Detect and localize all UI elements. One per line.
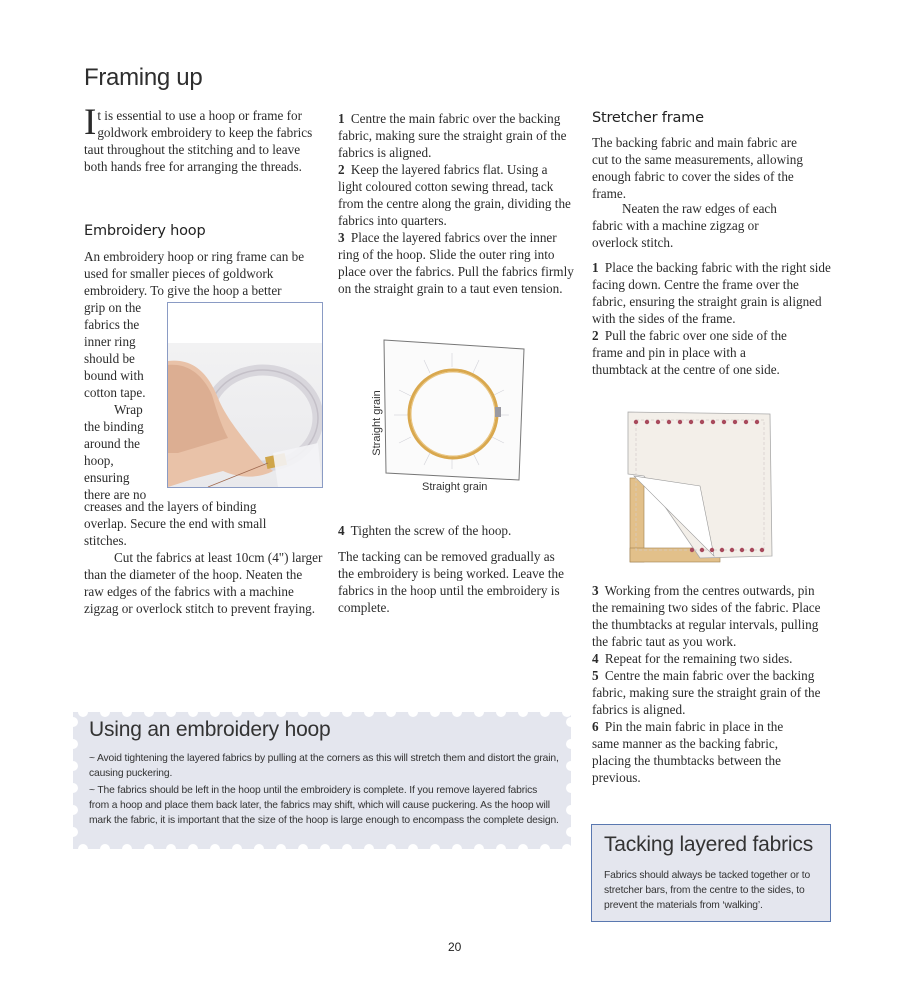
stretcher-step: 3 Working from the centres outwards, pin the remaining two sides of the fabric. Place the thumbtacks at regular intervals, pulling the fabric taut as you work. — [592, 583, 821, 649]
scallop-edge — [122, 844, 132, 854]
scallop-edge — [496, 707, 506, 717]
drop-cap: I — [84, 102, 97, 143]
wrap-line: the binding — [84, 419, 144, 434]
scallop-edge — [232, 844, 242, 854]
scallop-edge — [68, 805, 78, 815]
scallop-edge — [430, 844, 440, 854]
stretcher-step: 2 Pull the fabric over one side of the frame and pin in place with a thumbtack at the centre of one side. — [592, 328, 787, 377]
tip-text: Fabrics should always be tacked together or to stretcher bars, from the centre to the sides, to prevent the materials from ‘walking’. — [604, 870, 811, 911]
scallop-edge — [408, 707, 418, 717]
thumbtack — [755, 420, 759, 424]
tip-item: ~ Avoid tightening the layered fabrics by pulling at the corners as this will stretch them and distort the grain, causing puckering. — [89, 753, 559, 779]
tip-box-using-hoop — [73, 712, 571, 849]
scallop-edge — [298, 844, 308, 854]
hoop-step: 1 Centre the main fabric over the backing fabric, making sure the straight grain of the fabrics is aligned. — [338, 111, 567, 160]
scallop-edge — [298, 707, 308, 717]
scallop-edge — [188, 844, 198, 854]
hoop-binding-photo — [167, 302, 323, 488]
scallop-edge — [566, 827, 576, 837]
embroidery-hoop-wrap-text — [84, 299, 164, 503]
scallop-edge — [144, 707, 154, 717]
wrap-line: grip on the — [84, 300, 142, 315]
page-number: 20 — [448, 940, 462, 954]
tip-box-tacking — [591, 824, 831, 922]
scallop-edge — [276, 707, 286, 717]
tip-item: ~ The fabrics should be left in the hoop until the embroidery is complete. If you remove layered fabrics from a hoop and place them back later, the fabrics may shift, which will cause puckering. As the hoop will mark the fabric, it is important that the size of the hoop is large enough to encompass the complete design. — [89, 785, 559, 826]
stretcher-step: 4 Repeat for the remaining two sides. — [592, 651, 793, 666]
hoop-diagram — [364, 335, 544, 500]
thumbtack — [700, 548, 704, 552]
stretcher-frame-illustration — [622, 408, 777, 568]
scallop-edge — [474, 844, 484, 854]
scallop-edge — [210, 707, 220, 717]
heading-embroidery-hoop: Embroidery hoop — [84, 223, 206, 239]
wrap-line: cotton tape. — [84, 385, 146, 400]
wrap-line: around the — [84, 436, 141, 451]
hoop-after-text: The tacking can be removed gradually as the embroidery is being worked. Leave the fabrics in the hoop until the embroidery is complete. — [338, 549, 564, 615]
stretcher-steps-b — [592, 582, 824, 786]
scallop-edge — [540, 844, 550, 854]
diagram-label-vertical: Straight grain — [371, 390, 383, 456]
thumbtack — [645, 420, 649, 424]
thumbtack — [740, 548, 744, 552]
wrap-line: hoop, — [84, 453, 114, 468]
thumbtack — [690, 548, 694, 552]
scallop-edge — [78, 707, 88, 717]
wrap-line: Wrap — [114, 402, 143, 417]
thumbtack — [722, 420, 726, 424]
scallop-edge — [254, 707, 264, 717]
wrap-line: ensuring — [84, 470, 130, 485]
scallop-edge — [474, 707, 484, 717]
embroidery-hoop-para2: Cut the fabrics at least 10cm (4") larger than the diameter of the hoop. Neaten the raw edges of the fabrics with a machine zigzag or overlock stitch to prevent fraying. — [84, 550, 323, 616]
scallop-edge — [496, 844, 506, 854]
hoop-step: 2 Keep the layered fabrics flat. Using a light coloured cotton sewing thread, tack from the centre along the grain, dividing the fabrics into quarters. — [338, 162, 571, 228]
embroidery-hoop-para1-end: creases and the layers of binding overlap. Secure the end with small stitches. — [84, 499, 267, 548]
scallop-edge — [566, 717, 576, 727]
wrap-line: bound with — [84, 368, 144, 383]
scallop-edge — [78, 844, 88, 854]
thumbtack — [760, 548, 764, 552]
scallop-edge — [68, 739, 78, 749]
intro-paragraph — [84, 102, 316, 175]
stretcher-para1: The backing fabric and main fabric are cut to the same measurements, allowing enough fabric to cover the sides of the frame. — [592, 135, 803, 201]
scallop-edge — [518, 844, 528, 854]
thumbtack — [700, 420, 704, 424]
scallop-edge — [566, 783, 576, 793]
scallop-edge — [342, 707, 352, 717]
scallop-edge — [68, 761, 78, 771]
scallop-edge — [452, 707, 462, 717]
tip-title: Tacking layered fabrics — [604, 833, 813, 856]
stretcher-step: 1 Place the backing fabric with the right side facing down. Centre the frame over the fabric, ensuring the straight grain is aligned with the sides of the frame. — [592, 260, 831, 326]
scallop-edge — [68, 783, 78, 793]
scallop-edge — [166, 844, 176, 854]
scallop-edge — [320, 844, 330, 854]
scallop-edge — [232, 707, 242, 717]
scallop-edge — [364, 844, 374, 854]
scallop-edge — [144, 844, 154, 854]
scallop-edge — [562, 707, 572, 717]
tip-title: Using an embroidery hoop — [89, 718, 331, 741]
thumbtack — [711, 420, 715, 424]
scallop-edge — [540, 707, 550, 717]
intro-text: t is essential to use a hoop or frame for goldwork embroidery to keep the fabrics taut throughout the stitching and to leave both hands free for arranging the threads. — [84, 108, 313, 174]
scallop-edge — [386, 844, 396, 854]
thumbtack — [656, 420, 660, 424]
page-title: Framing up — [84, 64, 203, 91]
scallop-edge — [562, 844, 572, 854]
stretcher-para2: Neaten the raw edges of each fabric with a machine zigzag or overlock stitch. — [592, 201, 777, 250]
scallop-edge — [566, 739, 576, 749]
scallop-edge — [452, 844, 462, 854]
hoop-step-4: 4 Tighten the screw of the hoop. — [338, 523, 512, 538]
hoop-steps — [338, 110, 574, 297]
scallop-edge — [320, 707, 330, 717]
stretcher-steps-a — [592, 259, 832, 378]
wrap-line: fabrics the — [84, 317, 140, 332]
scallop-edge — [254, 844, 264, 854]
diagram-label-horizontal: Straight grain — [422, 481, 488, 493]
hoop-step: 3 Place the layered fabrics over the inner ring of the hoop. Slide the outer ring into place over the fabrics. Pull the fabrics firmly on the straight grain to a taut even tension. — [338, 230, 574, 296]
heading-stretcher-frame: Stretcher frame — [592, 110, 704, 126]
scallop-edge — [122, 707, 132, 717]
embroidery-hoop-para1: An embroidery hoop or ring frame can be used for smaller pieces of goldwork embroidery. To give the hoop a better — [84, 249, 305, 298]
thumbtack — [678, 420, 682, 424]
scallop-edge — [68, 717, 78, 727]
thumbtack — [744, 420, 748, 424]
wrap-line: inner ring — [84, 334, 136, 349]
scallop-edge — [408, 844, 418, 854]
scallop-edge — [342, 844, 352, 854]
wrap-line: there are no — [84, 487, 147, 502]
thumbtack — [667, 420, 671, 424]
thumbtack — [750, 548, 754, 552]
scallop-edge — [364, 707, 374, 717]
scallop-edge — [566, 805, 576, 815]
scallop-edge — [386, 707, 396, 717]
thumbtack — [733, 420, 737, 424]
scallop-edge — [210, 844, 220, 854]
wrap-line: should be — [84, 351, 135, 366]
thumbtack — [689, 420, 693, 424]
thumbtack — [720, 548, 724, 552]
scallop-edge — [276, 844, 286, 854]
scallop-edge — [566, 761, 576, 771]
scallop-edge — [166, 707, 176, 717]
stretcher-step: 6 Pin the main fabric in place in the same manner as the backing fabric, placing the thumbtacks between the previous. — [592, 719, 784, 785]
scallop-edge — [100, 707, 110, 717]
scallop-edge — [518, 707, 528, 717]
scallop-edge — [100, 844, 110, 854]
thumbtack — [730, 548, 734, 552]
stretcher-step: 5 Centre the main fabric over the backing fabric, making sure the straight grain of the fabrics is aligned. — [592, 668, 821, 717]
scallop-edge — [188, 707, 198, 717]
thumbtack — [710, 548, 714, 552]
scallop-edge — [68, 827, 78, 837]
scallop-edge — [430, 707, 440, 717]
thumbtack — [634, 420, 638, 424]
